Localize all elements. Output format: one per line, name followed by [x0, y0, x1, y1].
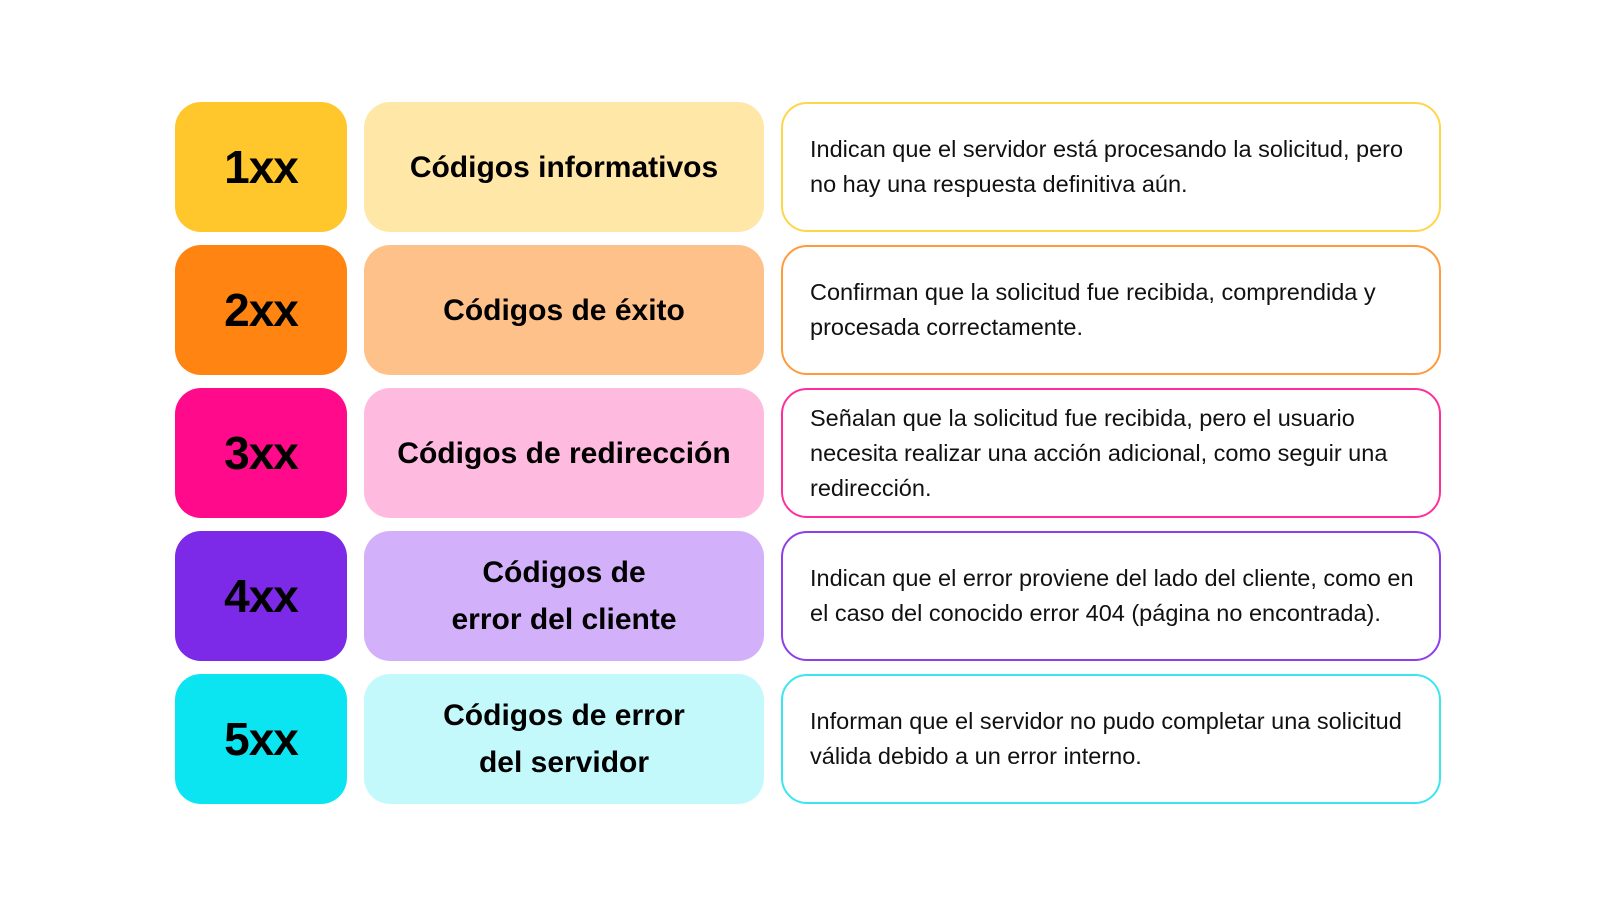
category-label-box [364, 388, 764, 518]
code-badge: 3xx [175, 388, 347, 518]
category-label-box [364, 674, 764, 804]
code-badge: 2xx [175, 245, 347, 375]
row-4xx [175, 531, 1441, 661]
description-box [781, 388, 1441, 518]
code-badge: 1xx [175, 102, 347, 232]
description-box [781, 674, 1441, 804]
row-1xx [175, 102, 1441, 232]
status-code-table [175, 102, 1441, 817]
description-text: Informan que el servidor no pudo completar una solicitud válida debido a un error interno. [810, 708, 1402, 769]
description-box [781, 102, 1441, 232]
description-text: Indican que el servidor está procesando la solicitud, pero no hay una respuesta definitiva aún. [810, 136, 1404, 197]
code-badge: 5xx [175, 674, 347, 804]
description-box [781, 245, 1441, 375]
row-2xx [175, 245, 1441, 375]
category-label-box [364, 102, 764, 232]
description-box [781, 531, 1441, 661]
code-badge: 4xx [175, 531, 347, 661]
row-5xx [175, 674, 1441, 804]
category-label-box [364, 245, 764, 375]
category-label-box [364, 531, 764, 661]
description-text: Señalan que la solicitud fue recibida, pero el usuario necesita realizar una acción adicional, como seguir una redirección. [810, 404, 1388, 501]
category-label: Códigos de éxito [443, 293, 685, 327]
category-label: Códigos informativos [409, 150, 719, 184]
row-3xx [175, 388, 1441, 518]
category-label: Códigos de error del servidor [443, 699, 685, 779]
category-label: Códigos de error del cliente [451, 556, 677, 636]
description-text: Confirman que la solicitud fue recibida, comprendida y procesada correctamente. [810, 279, 1376, 340]
category-label: Códigos de redirección [397, 436, 731, 470]
description-text: Indican que el error proviene del lado del cliente, como en el caso del conocido error 404 (página no encontrada). [810, 565, 1414, 626]
